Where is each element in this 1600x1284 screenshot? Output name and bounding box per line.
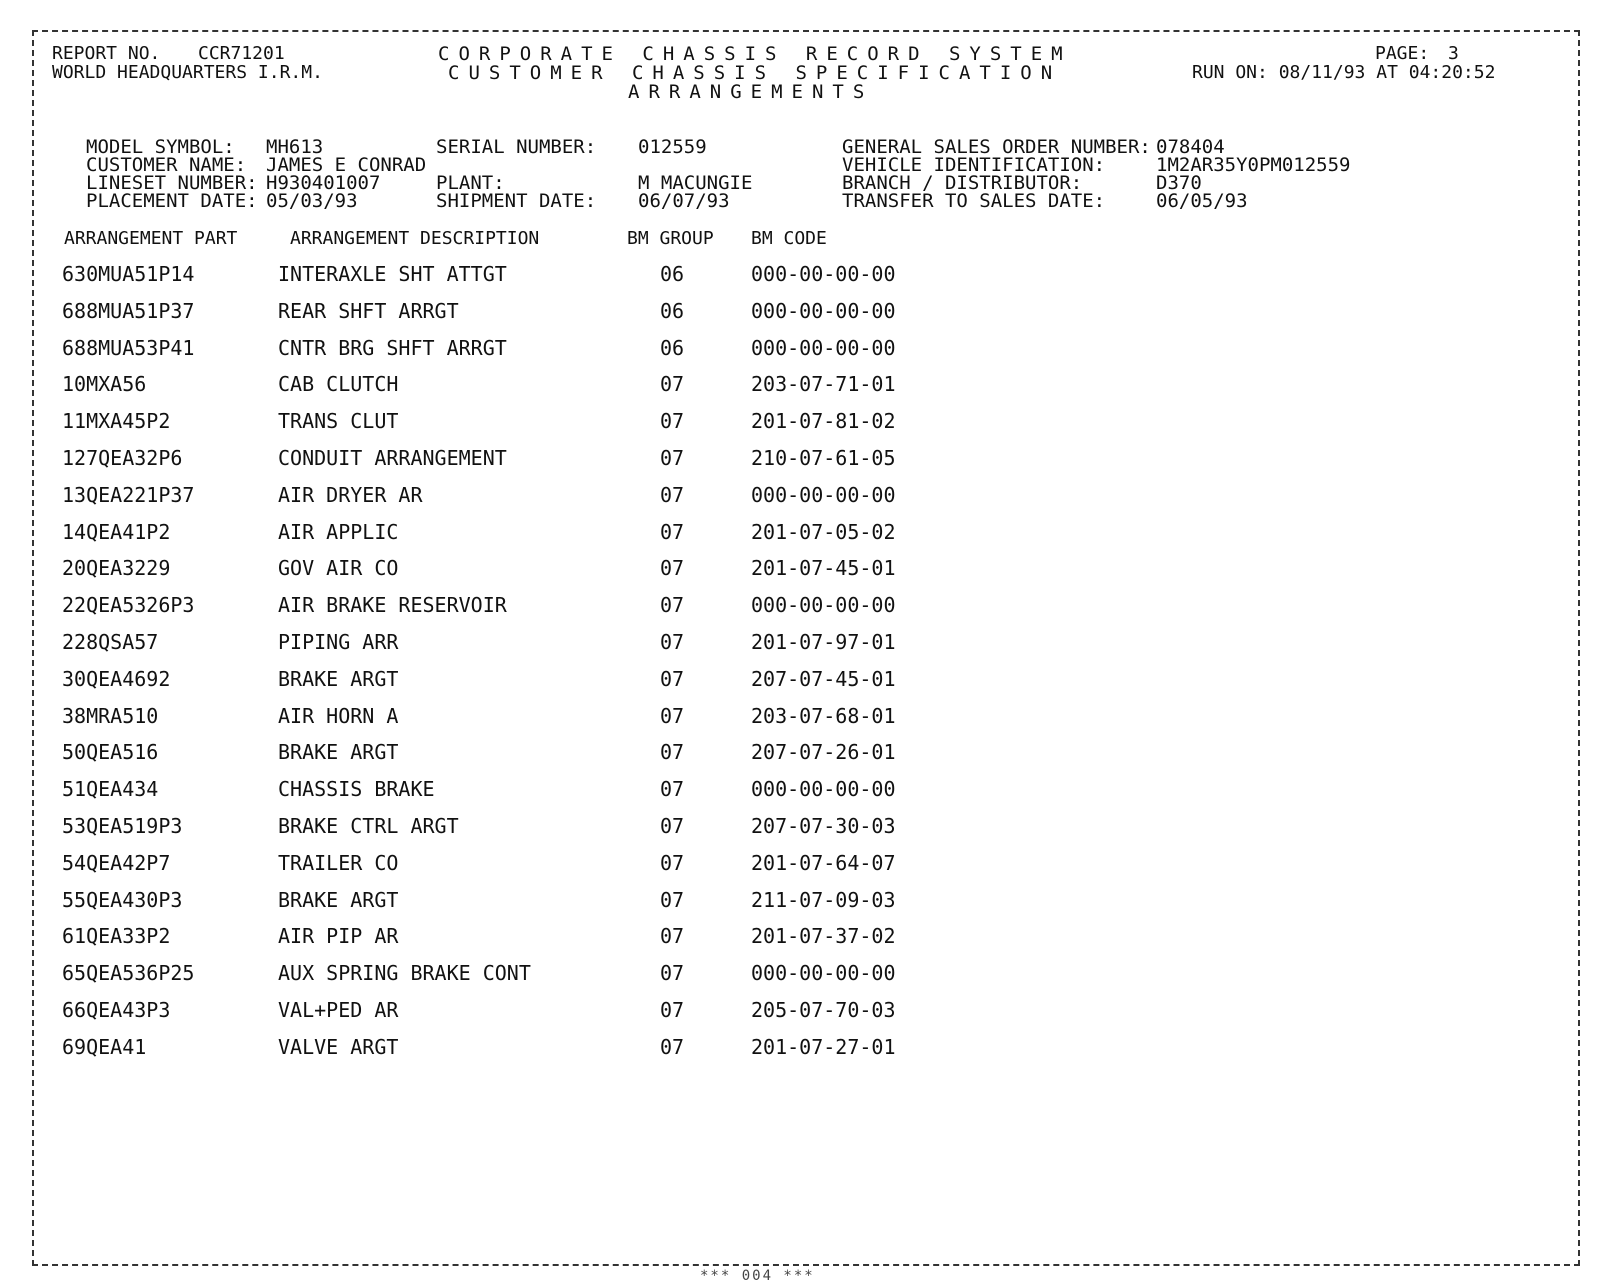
serial-number-label: SERIAL NUMBER: [436,136,597,158]
gso-number: 078404 [1156,136,1225,158]
cell-part-number: 50QEA516 [62,740,159,764]
cell-description: BRAKE CTRL ARGT [278,814,459,838]
report-no-label: REPORT NO. [52,43,161,64]
lineset-number: H930401007 [266,172,381,194]
cell-bm-group: 07 [660,777,685,801]
cell-description: CAB CLUTCH [278,372,399,396]
report-title-line3: ARRANGEMENTS [628,81,874,103]
cell-bm-group: 07 [660,446,685,470]
cell-description: INTERAXLE SHT ATTGT [278,262,507,286]
transfer-label: TRANSFER TO SALES DATE: [842,190,1106,212]
page-number: 3 [1448,43,1459,64]
cell-part-number: 13QEA221P37 [62,483,195,507]
cell-bm-code: 201-07-64-07 [751,851,896,875]
cell-description: BRAKE ARGT [278,667,399,691]
cell-description: CHASSIS BRAKE [278,777,435,801]
report-title-line1: CORPORATE CHASSIS RECORD SYSTEM [438,43,1072,65]
cell-part-number: 53QEA519P3 [62,814,183,838]
cell-description: CNTR BRG SHFT ARRGT [278,336,507,360]
cell-part-number: 51QEA434 [62,777,159,801]
page-footer: *** 004 *** [700,1268,815,1284]
plant: M MACUNGIE [638,172,753,194]
cell-description: CONDUIT ARRANGEMENT [278,446,507,470]
cell-part-number: 11MXA45P2 [62,409,171,433]
page-label: PAGE: [1375,43,1430,64]
cell-description: TRAILER CO [278,851,399,875]
cell-bm-group: 07 [660,851,685,875]
cell-description: AIR APPLIC [278,520,399,544]
cell-part-number: 688MUA53P41 [62,336,195,360]
cell-bm-group: 07 [660,924,685,948]
cell-bm-group: 07 [660,667,685,691]
cell-part-number: 55QEA430P3 [62,888,183,912]
col-header-arrangement-description: ARRANGEMENT DESCRIPTION [290,228,540,249]
cell-part-number: 66QEA43P3 [62,998,171,1022]
cell-bm-code: 000-00-00-00 [751,961,896,985]
cell-part-number: 630MUA51P14 [62,262,195,286]
cell-bm-group: 07 [660,556,685,580]
shipment-date-label: SHIPMENT DATE: [436,190,597,212]
cell-bm-code: 207-07-26-01 [751,740,896,764]
transfer-date: 06/05/93 [1156,190,1248,212]
vin: 1M2AR35Y0PM012559 [1156,154,1351,176]
run-on: RUN ON: 08/11/93 AT 04:20:52 [1192,62,1496,83]
cell-bm-code: 211-07-09-03 [751,888,896,912]
customer-name: JAMES E CONRAD [266,154,427,176]
branch: D370 [1156,172,1202,194]
cell-bm-group: 07 [660,998,685,1022]
cell-bm-code: 000-00-00-00 [751,262,896,286]
cell-bm-group: 07 [660,1035,685,1059]
col-header-bm-code: BM CODE [751,228,827,249]
cell-bm-code: 201-07-45-01 [751,556,896,580]
cell-description: PIPING ARR [278,630,399,654]
cell-description: AIR BRAKE RESERVOIR [278,593,507,617]
cell-bm-group: 07 [660,888,685,912]
cell-part-number: 69QEA41 [62,1035,147,1059]
cell-bm-code: 207-07-30-03 [751,814,896,838]
cell-bm-group: 06 [660,262,685,286]
cell-part-number: 10MXA56 [62,372,147,396]
cell-bm-code: 205-07-70-03 [751,998,896,1022]
cell-description: BRAKE ARGT [278,740,399,764]
cell-part-number: 688MUA51P37 [62,299,195,323]
report-title-line2: CUSTOMER CHASSIS SPECIFICATION [448,62,1062,84]
cell-bm-group: 07 [660,961,685,985]
cell-part-number: 14QEA41P2 [62,520,171,544]
cell-description: AIR HORN A [278,704,399,728]
cell-bm-code: 000-00-00-00 [751,336,896,360]
cell-description: VAL+PED AR [278,998,399,1022]
cell-bm-group: 07 [660,630,685,654]
cell-part-number: 38MRA510 [62,704,159,728]
cell-bm-code: 210-07-61-05 [751,446,896,470]
cell-bm-code: 203-07-71-01 [751,372,896,396]
cell-bm-group: 07 [660,740,685,764]
cell-bm-group: 07 [660,704,685,728]
cell-bm-group: 06 [660,336,685,360]
vin-label: VEHICLE IDENTIFICATION: [842,154,1106,176]
cell-bm-group: 07 [660,814,685,838]
placement-date: 05/03/93 [266,190,358,212]
cell-bm-group: 07 [660,483,685,507]
cell-part-number: 65QEA536P25 [62,961,195,985]
customer-name-label: CUSTOMER NAME: [86,154,247,176]
col-header-bm-group: BM GROUP [627,228,714,249]
gso-label: GENERAL SALES ORDER NUMBER: [842,136,1151,158]
cell-bm-code: 201-07-97-01 [751,630,896,654]
cell-bm-code: 000-00-00-00 [751,593,896,617]
cell-part-number: 22QEA5326P3 [62,593,195,617]
cell-bm-code: 201-07-37-02 [751,924,896,948]
cell-description: VALVE ARGT [278,1035,399,1059]
plant-label: PLANT: [436,172,505,194]
cell-description: GOV AIR CO [278,556,399,580]
cell-description: TRANS CLUT [278,409,399,433]
cell-bm-code: 207-07-45-01 [751,667,896,691]
col-header-arrangement-part: ARRANGEMENT PART [64,228,238,249]
cell-bm-code: 000-00-00-00 [751,777,896,801]
cell-part-number: 20QEA3229 [62,556,171,580]
cell-part-number: 30QEA4692 [62,667,171,691]
lineset-number-label: LINESET NUMBER: [86,172,258,194]
serial-number: 012559 [638,136,707,158]
placement-date-label: PLACEMENT DATE: [86,190,258,212]
model-symbol-label: MODEL SYMBOL: [86,136,235,158]
cell-bm-code: 000-00-00-00 [751,483,896,507]
report-no: CCR71201 [198,43,285,64]
cell-bm-group: 07 [660,520,685,544]
cell-description: AIR DRYER AR [278,483,423,507]
cell-bm-group: 07 [660,409,685,433]
cell-part-number: 127QEA32P6 [62,446,183,470]
cell-bm-code: 203-07-68-01 [751,704,896,728]
cell-description: AIR PIP AR [278,924,399,948]
branch-label: BRANCH / DISTRIBUTOR: [842,172,1083,194]
cell-part-number: 61QEA33P2 [62,924,171,948]
cell-description: BRAKE ARGT [278,888,399,912]
cell-bm-code: 201-07-81-02 [751,409,896,433]
model-symbol: MH613 [266,136,324,158]
cell-bm-group: 07 [660,372,685,396]
cell-bm-group: 07 [660,593,685,617]
shipment-date: 06/07/93 [638,190,730,212]
cell-bm-code: 201-07-27-01 [751,1035,896,1059]
cell-description: AUX SPRING BRAKE CONT [278,961,531,985]
org-name: WORLD HEADQUARTERS I.R.M. [52,62,323,83]
cell-bm-code: 201-07-05-02 [751,520,896,544]
cell-bm-code: 000-00-00-00 [751,299,896,323]
cell-part-number: 228QSA57 [62,630,159,654]
cell-bm-group: 06 [660,299,685,323]
cell-part-number: 54QEA42P7 [62,851,171,875]
cell-description: REAR SHFT ARRGT [278,299,459,323]
